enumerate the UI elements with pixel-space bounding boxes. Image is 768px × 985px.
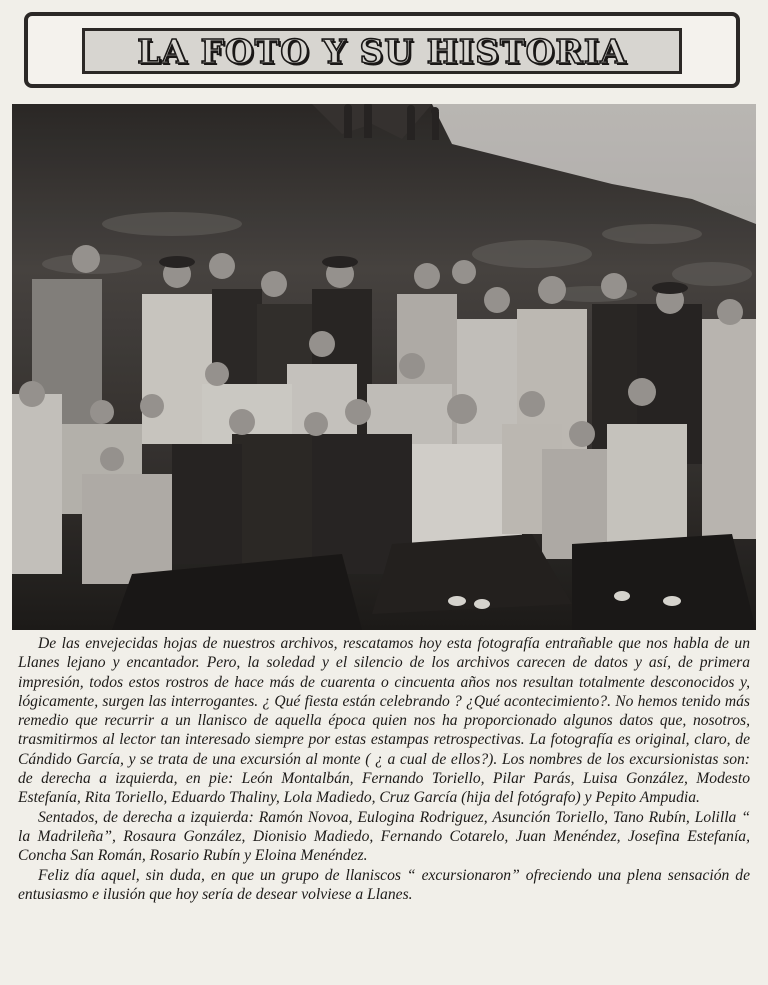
group-photo-illustration bbox=[12, 104, 756, 630]
caption-paragraph-3: Feliz día aquel, sin duda, en que un grupo de llaniscos “ excursionaron” ofreciendo una plena sensación de entusiasmo e ilusión que hoy sería de desear volviese a Llanes. bbox=[18, 866, 750, 903]
caption-paragraph-2: Sentados, de derecha a izquierda: Ramón Novoa, Eulogina Rodriguez, Asunción Toriello, Tano Rubín, Lolilla “ la Madrileña”, Rosaura González, Dionisio Madiedo, Fernando Cotarelo, Juan Menéndez, Josefina Estefanía, Concha San Román, Rosario Rubín y Eloina Menéndez. bbox=[18, 808, 750, 865]
caption-text bbox=[18, 634, 750, 904]
title-plate bbox=[82, 28, 682, 74]
caption-paragraph-1: De las envejecidas hojas de nuestros archivos, rescatamos hoy esta fotografía entrañable que nos habla de un Llanes lejano y encantador. Pero, la soledad y el silencio de los archivos carecen de datos y así, de primera impresión, todos estos rostros de hace más de cuarenta o cincuenta años nos resultan totalmente desconocidos y, lógicamente, surgen las interrogantes. ¿ Qué fiesta están celebrando ? ¿Qué acontecimiento?. No hemos tenido más remedio que recurrir a un llanisco de aquella época quien nos ha proporcionado algunos datos que, nosotros, trasmitirmos al lector tan interesado siempre por estas estampas retrospectivas. La fotografía es original, claro, de Cándido García, y se trata de una excursión al monte ( ¿ a cual de ellos?). Los nombres de los excursionistas son: de derecha a izquierda, en pie: León Montalbán, Fernando Toriello, Pilar Parás, Luisa González, Modesto Estefanía, Rita Toriello, Eduardo Thaliny, Lola Madiedo, Cruz García (hija del fotógrafo) y Pepito Ampudia. bbox=[18, 635, 750, 807]
page-title: LA FOTO Y SU HISTORIA bbox=[137, 31, 627, 71]
group-photo bbox=[12, 104, 756, 630]
